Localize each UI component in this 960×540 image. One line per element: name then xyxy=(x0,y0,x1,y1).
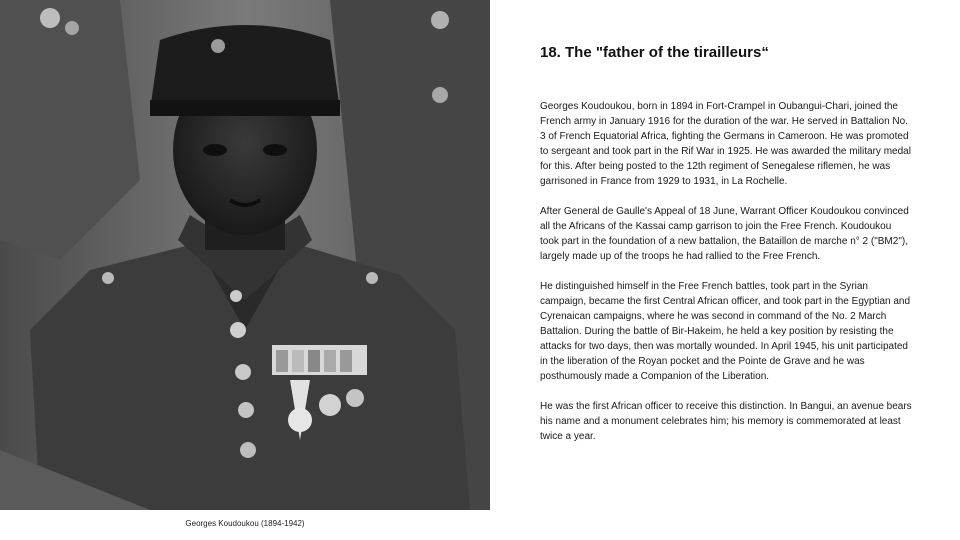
paragraph-3: He distinguished himself in the Free French battles, took part in the Syrian campaign, became the first Central African officer, and took part in the Egyptian and Cyrenaican campaigns, where he was second in command of the No. 2 March Battalion. During the battle of Bir-Hakeim, he held a key position by resisting the attacks for two days, then was mortally wounded. In April 1945, his unit participated in the liberation of the Royan pocket and the Pointe de Grave and he was posthumously made a Companion of the Liberation. xyxy=(540,281,911,382)
photo-caption: Georges Koudoukou (1894-1942) xyxy=(185,519,305,528)
paragraph-4: He was the first African officer to receive this distinction. In Bangui, an avenue bears his name and a monument celebrates him; his memory is commemorated at least twice a year. xyxy=(540,401,912,442)
portrait-photo xyxy=(0,0,490,510)
slide-title: 18. The "father of the tirailleurs“ xyxy=(540,44,769,61)
paragraph-1: Georges Koudoukou, born in 1894 in Fort-Crampel in Oubangui-Chari, joined the French army in January 1916 for the duration of the war. He served in Battalion No. 3 of French Equatorial Africa, fighting the Germans in Cameroon. He was promoted to sergeant and took part in the Rif War in 1925. He was awarded the military medal for this. After being posted to the 12th regiment of Senegalese riflemen, he was garrisoned in France from 1929 to 1931, in La Rochelle. xyxy=(540,101,911,187)
paragraph-2: After General de Gaulle's Appeal of 18 June, Warrant Officer Koudoukou convinced all the Africans of the Kassai camp garrison to join the Free French. Koudoukou took part in the foundation of a new battalion, the Bataillon de marche n° 2 ("BM2"), largely made up of the troops he had rallied to the Free French. xyxy=(540,206,909,262)
slide-body xyxy=(540,99,912,459)
